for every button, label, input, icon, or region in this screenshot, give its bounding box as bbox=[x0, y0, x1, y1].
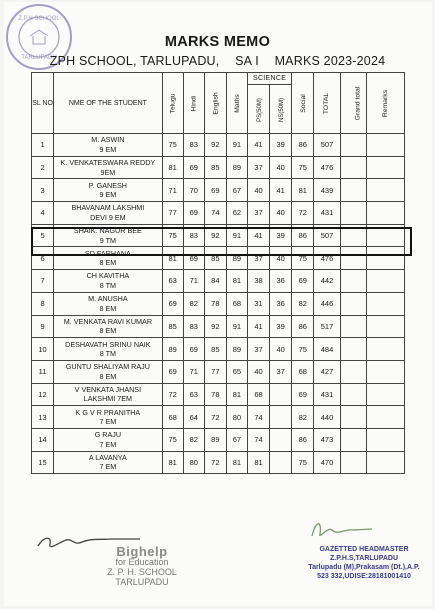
mark-cell: 75 bbox=[292, 156, 314, 179]
mark-cell: 431 bbox=[314, 383, 340, 406]
grand-total-cell bbox=[340, 451, 366, 474]
mark-cell: 85 bbox=[204, 247, 226, 270]
student-name-cell bbox=[54, 315, 163, 338]
student-name: M. ASWIN bbox=[91, 135, 125, 145]
mark-cell: 86 bbox=[292, 134, 314, 157]
student-name-cell bbox=[54, 202, 163, 225]
student-class: 8 TM bbox=[99, 349, 116, 359]
mark-cell: 476 bbox=[314, 156, 340, 179]
mark-cell: 72 bbox=[204, 451, 226, 474]
mark-cell: 69 bbox=[183, 247, 204, 270]
student-name: CH KAVITHA bbox=[86, 271, 130, 281]
mark-cell: 67 bbox=[226, 179, 247, 202]
stamp-line4: 523 332,UDISE:28181001410 bbox=[317, 573, 411, 580]
header-total: TOTAL bbox=[314, 73, 340, 134]
header-ns: NS(50M) bbox=[270, 85, 292, 134]
mark-cell: 37 bbox=[270, 360, 292, 383]
grand-total-cell bbox=[340, 202, 366, 225]
header-maths: Maths bbox=[226, 73, 247, 134]
remarks-cell bbox=[366, 406, 404, 429]
mark-cell: 86 bbox=[292, 428, 314, 451]
mark-cell: 69 bbox=[183, 338, 204, 361]
mark-cell: 36 bbox=[270, 292, 292, 315]
student-name: BHAVANAM LAKSHMI bbox=[71, 203, 145, 213]
student-name: M. ANUSHA bbox=[88, 294, 128, 304]
mark-cell: 64 bbox=[183, 406, 204, 429]
mark-cell: 75 bbox=[292, 338, 314, 361]
table-row bbox=[32, 338, 405, 361]
sl-no-cell: 4 bbox=[32, 202, 54, 225]
mark-cell: 89 bbox=[226, 338, 247, 361]
mark-cell: 81 bbox=[226, 270, 247, 293]
mark-cell: 427 bbox=[314, 360, 340, 383]
signature-right bbox=[308, 516, 378, 544]
grand-total-cell bbox=[340, 383, 366, 406]
mark-cell: 81 bbox=[226, 383, 247, 406]
remarks-cell bbox=[366, 338, 404, 361]
table-row bbox=[32, 451, 405, 474]
student-name-cell bbox=[54, 270, 163, 293]
mark-cell: 78 bbox=[204, 383, 226, 406]
mark-cell: 83 bbox=[183, 224, 204, 247]
student-name-cell bbox=[54, 428, 163, 451]
header-hindi: Hindi bbox=[183, 73, 204, 134]
stamp-line2: Z.P.H.S,TARLUPADU bbox=[329, 555, 399, 562]
remarks-cell bbox=[366, 360, 404, 383]
mark-cell: 92 bbox=[204, 315, 226, 338]
mark-cell: 68 bbox=[226, 292, 247, 315]
student-name-cell bbox=[54, 292, 163, 315]
grand-total-cell bbox=[340, 270, 366, 293]
mark-cell: 83 bbox=[183, 134, 204, 157]
mark-cell: 446 bbox=[314, 292, 340, 315]
student-name: V VENKATA JHANSI bbox=[74, 384, 142, 394]
mark-cell: 75 bbox=[162, 224, 183, 247]
exam-name: SA I bbox=[235, 54, 259, 68]
mark-cell: 40 bbox=[247, 360, 269, 383]
sl-no-cell: 15 bbox=[32, 451, 54, 474]
mark-cell: 74 bbox=[247, 428, 269, 451]
mark-cell: 62 bbox=[226, 202, 247, 225]
table-row bbox=[32, 315, 405, 338]
header-ps: PS(50M) bbox=[247, 85, 269, 134]
mark-cell: 470 bbox=[314, 451, 340, 474]
sl-no-cell: 14 bbox=[32, 428, 54, 451]
remarks-cell bbox=[366, 156, 404, 179]
mark-cell: 77 bbox=[162, 202, 183, 225]
logo-line2: Z. P. H. SCHOOL bbox=[107, 567, 177, 577]
mark-cell: 92 bbox=[204, 224, 226, 247]
table-row bbox=[32, 156, 405, 179]
mark-cell: 74 bbox=[204, 202, 226, 225]
mark-cell: 82 bbox=[183, 428, 204, 451]
mark-cell: 80 bbox=[183, 451, 204, 474]
mark-cell: 82 bbox=[183, 292, 204, 315]
mark-cell: 80 bbox=[226, 406, 247, 429]
mark-cell: 91 bbox=[226, 315, 247, 338]
grand-total-cell bbox=[340, 134, 366, 157]
marks-table bbox=[31, 72, 405, 474]
sl-no-cell: 6 bbox=[32, 247, 54, 270]
student-name-cell bbox=[54, 134, 163, 157]
mark-cell: 69 bbox=[162, 292, 183, 315]
mark-cell bbox=[270, 406, 292, 429]
mark-cell: 81 bbox=[226, 451, 247, 474]
mark-cell: 86 bbox=[292, 224, 314, 247]
remarks-cell bbox=[366, 202, 404, 225]
mark-cell: 72 bbox=[204, 406, 226, 429]
header-grand-total: Grand total bbox=[340, 73, 366, 134]
mark-cell: 89 bbox=[162, 338, 183, 361]
stamp-line3: Tarlupadu (M),Prakasam (Dt.),A.P. bbox=[308, 564, 420, 571]
mark-cell: 40 bbox=[247, 179, 269, 202]
mark-cell: 440 bbox=[314, 406, 340, 429]
mark-cell: 86 bbox=[292, 315, 314, 338]
mark-cell bbox=[270, 428, 292, 451]
remarks-cell bbox=[366, 292, 404, 315]
student-class: 9 TM bbox=[99, 235, 116, 245]
mark-cell: 69 bbox=[183, 202, 204, 225]
mark-cell: 85 bbox=[204, 156, 226, 179]
mark-cell: 37 bbox=[247, 338, 269, 361]
mark-cell: 85 bbox=[162, 315, 183, 338]
mark-cell: 40 bbox=[270, 202, 292, 225]
table-row bbox=[32, 292, 405, 315]
grand-total-cell bbox=[340, 292, 366, 315]
remarks-cell bbox=[366, 179, 404, 202]
sl-no-cell: 1 bbox=[32, 134, 54, 157]
remarks-cell bbox=[366, 315, 404, 338]
student-name-cell bbox=[54, 156, 163, 179]
sl-no-cell: 11 bbox=[32, 360, 54, 383]
student-class: 8 EM bbox=[99, 303, 117, 313]
sl-no-cell: 12 bbox=[32, 383, 54, 406]
sl-no-cell: 7 bbox=[32, 270, 54, 293]
mark-cell: 71 bbox=[162, 179, 183, 202]
mark-cell: 41 bbox=[247, 134, 269, 157]
bighelp-logo bbox=[62, 544, 222, 587]
mark-cell: 81 bbox=[162, 451, 183, 474]
mark-cell: 81 bbox=[292, 179, 314, 202]
mark-cell: 40 bbox=[270, 156, 292, 179]
sl-no-cell: 3 bbox=[32, 179, 54, 202]
table-row bbox=[32, 179, 405, 202]
student-name: SD FARHANA bbox=[84, 248, 131, 258]
mark-cell: 89 bbox=[226, 247, 247, 270]
mark-cell: 507 bbox=[314, 224, 340, 247]
mark-cell bbox=[270, 451, 292, 474]
mark-cell: 67 bbox=[226, 428, 247, 451]
remarks-cell bbox=[366, 270, 404, 293]
mark-cell: 71 bbox=[183, 360, 204, 383]
grand-total-cell bbox=[340, 428, 366, 451]
mark-cell: 439 bbox=[314, 179, 340, 202]
student-class: 8 EM bbox=[99, 371, 117, 381]
sl-no-cell: 2 bbox=[32, 156, 54, 179]
mark-cell: 65 bbox=[226, 360, 247, 383]
table-row bbox=[32, 383, 405, 406]
mark-cell: 41 bbox=[247, 224, 269, 247]
mark-cell bbox=[270, 383, 292, 406]
student-class: 7 EM bbox=[99, 462, 117, 472]
header-sl-no: SL NO bbox=[32, 73, 54, 134]
mark-cell: 75 bbox=[292, 247, 314, 270]
student-name: DESHAVATH SRINU NAIK bbox=[65, 339, 151, 349]
student-name-cell bbox=[54, 383, 163, 406]
academic-year: MARKS 2023-2024 bbox=[274, 54, 386, 68]
table-row bbox=[32, 134, 405, 157]
mark-cell: 85 bbox=[204, 338, 226, 361]
mark-cell: 507 bbox=[314, 134, 340, 157]
student-name-cell bbox=[54, 179, 163, 202]
mark-cell: 81 bbox=[162, 156, 183, 179]
mark-cell: 39 bbox=[270, 315, 292, 338]
mark-cell: 484 bbox=[314, 338, 340, 361]
mark-cell: 89 bbox=[204, 428, 226, 451]
highlighted-row-box bbox=[31, 227, 412, 256]
mark-cell: 31 bbox=[247, 292, 269, 315]
student-class: 8 TM bbox=[99, 280, 116, 290]
mark-cell: 81 bbox=[247, 451, 269, 474]
student-name-cell bbox=[54, 338, 163, 361]
sl-no-cell: 5 bbox=[32, 224, 54, 247]
mark-cell: 69 bbox=[183, 156, 204, 179]
logo-line1: for Education bbox=[115, 557, 169, 567]
mark-cell: 40 bbox=[270, 338, 292, 361]
mark-cell: 72 bbox=[162, 383, 183, 406]
mark-cell: 36 bbox=[270, 270, 292, 293]
table-row bbox=[32, 270, 405, 293]
student-name-cell bbox=[54, 451, 163, 474]
mark-cell: 68 bbox=[292, 360, 314, 383]
student-name: GUNTU SHALIYAM RAJU bbox=[65, 362, 150, 372]
svg-text:Z.P.H SCHOOL: Z.P.H SCHOOL bbox=[18, 16, 60, 22]
mark-cell: 39 bbox=[270, 224, 292, 247]
logo-name: Bighelp bbox=[116, 544, 168, 559]
remarks-cell bbox=[366, 134, 404, 157]
header-telugu: Telugu bbox=[162, 73, 183, 134]
mark-cell: 40 bbox=[270, 247, 292, 270]
student-name: A LAVANYA bbox=[88, 452, 127, 462]
student-name: M. VENKATA RAVI KUMAR bbox=[63, 316, 153, 326]
student-name: P. GANESH bbox=[88, 180, 127, 190]
student-class: 9 EM bbox=[99, 144, 117, 154]
mark-cell: 431 bbox=[314, 202, 340, 225]
mark-cell: 37 bbox=[247, 156, 269, 179]
mark-cell: 69 bbox=[162, 360, 183, 383]
mark-cell: 37 bbox=[247, 202, 269, 225]
mark-cell: 75 bbox=[162, 134, 183, 157]
mark-cell: 82 bbox=[292, 292, 314, 315]
sl-no-cell: 8 bbox=[32, 292, 54, 315]
page-title: MARKS MEMO bbox=[164, 34, 271, 50]
logo-line3: TARLUPADU bbox=[115, 577, 169, 587]
mark-cell: 68 bbox=[247, 383, 269, 406]
page-subtitle bbox=[0, 54, 435, 68]
mark-cell: 84 bbox=[204, 270, 226, 293]
student-class: 8 EM bbox=[99, 326, 117, 336]
school-name: ZPH SCHOOL, TARLUPADU, bbox=[49, 54, 220, 68]
header-english: English bbox=[204, 73, 226, 134]
mark-cell: 442 bbox=[314, 270, 340, 293]
table-row bbox=[32, 406, 405, 429]
mark-cell: 41 bbox=[270, 179, 292, 202]
grand-total-cell bbox=[340, 156, 366, 179]
mark-cell: 91 bbox=[226, 224, 247, 247]
mark-cell: 75 bbox=[292, 451, 314, 474]
grand-total-cell bbox=[340, 360, 366, 383]
remarks-cell bbox=[366, 428, 404, 451]
mark-cell: 81 bbox=[162, 247, 183, 270]
mark-cell: 89 bbox=[226, 156, 247, 179]
mark-cell: 77 bbox=[204, 360, 226, 383]
remarks-cell bbox=[366, 383, 404, 406]
mark-cell: 71 bbox=[183, 270, 204, 293]
mark-cell: 38 bbox=[247, 270, 269, 293]
mark-cell: 63 bbox=[183, 383, 204, 406]
student-class: LAKSHMI 7EM bbox=[83, 394, 133, 404]
student-name: G RAJU bbox=[94, 430, 122, 440]
student-class: 7 EM bbox=[99, 417, 117, 427]
stamp-line1: GAZETTED HEADMASTER bbox=[319, 546, 409, 553]
mark-cell: 78 bbox=[204, 292, 226, 315]
student-class: 8 EM bbox=[99, 258, 117, 268]
mark-cell: 517 bbox=[314, 315, 340, 338]
mark-cell: 69 bbox=[204, 179, 226, 202]
sl-no-cell: 10 bbox=[32, 338, 54, 361]
remarks-cell bbox=[366, 451, 404, 474]
grand-total-cell bbox=[340, 338, 366, 361]
mark-cell: 72 bbox=[292, 202, 314, 225]
header-science: SCIENCE bbox=[247, 73, 291, 85]
mark-cell: 82 bbox=[292, 406, 314, 429]
mark-cell: 75 bbox=[162, 428, 183, 451]
mark-cell: 69 bbox=[292, 270, 314, 293]
mark-cell: 91 bbox=[226, 134, 247, 157]
mark-cell: 41 bbox=[247, 315, 269, 338]
mark-cell: 83 bbox=[183, 315, 204, 338]
table-row bbox=[32, 360, 405, 383]
mark-cell: 37 bbox=[247, 247, 269, 270]
header-student-name: NME OF THE STUDENT bbox=[54, 73, 163, 134]
header-remarks: Remarks bbox=[366, 73, 404, 134]
grand-total-cell bbox=[340, 406, 366, 429]
mark-cell: 68 bbox=[162, 406, 183, 429]
student-class: 7 EM bbox=[99, 439, 117, 449]
student-class: DEVI 9 EM bbox=[90, 212, 126, 222]
grand-total-cell bbox=[340, 179, 366, 202]
sl-no-cell: 13 bbox=[32, 406, 54, 429]
headmaster-stamp bbox=[300, 545, 428, 581]
header-social: Social bbox=[292, 73, 314, 134]
student-class: 9EM bbox=[100, 167, 116, 177]
table-row bbox=[32, 202, 405, 225]
student-name: K. VENKATESWARA REDDY bbox=[60, 158, 156, 168]
svg-text:TARLUPADU: TARLUPADU bbox=[21, 55, 57, 61]
mark-cell: 39 bbox=[270, 134, 292, 157]
mark-cell: 69 bbox=[292, 383, 314, 406]
student-name: K G V R PRANITHA bbox=[75, 407, 141, 417]
student-name-cell bbox=[54, 360, 163, 383]
sl-no-cell: 9 bbox=[32, 315, 54, 338]
grand-total-cell bbox=[340, 315, 366, 338]
mark-cell: 473 bbox=[314, 428, 340, 451]
mark-cell: 92 bbox=[204, 134, 226, 157]
student-name-cell bbox=[54, 406, 163, 429]
mark-cell: 476 bbox=[314, 247, 340, 270]
mark-cell: 70 bbox=[183, 179, 204, 202]
student-name: SHAIK. NAGUR BEE bbox=[73, 226, 142, 236]
mark-cell: 63 bbox=[162, 270, 183, 293]
student-class: 9 EM bbox=[99, 190, 117, 200]
table-row bbox=[32, 428, 405, 451]
mark-cell: 74 bbox=[247, 406, 269, 429]
